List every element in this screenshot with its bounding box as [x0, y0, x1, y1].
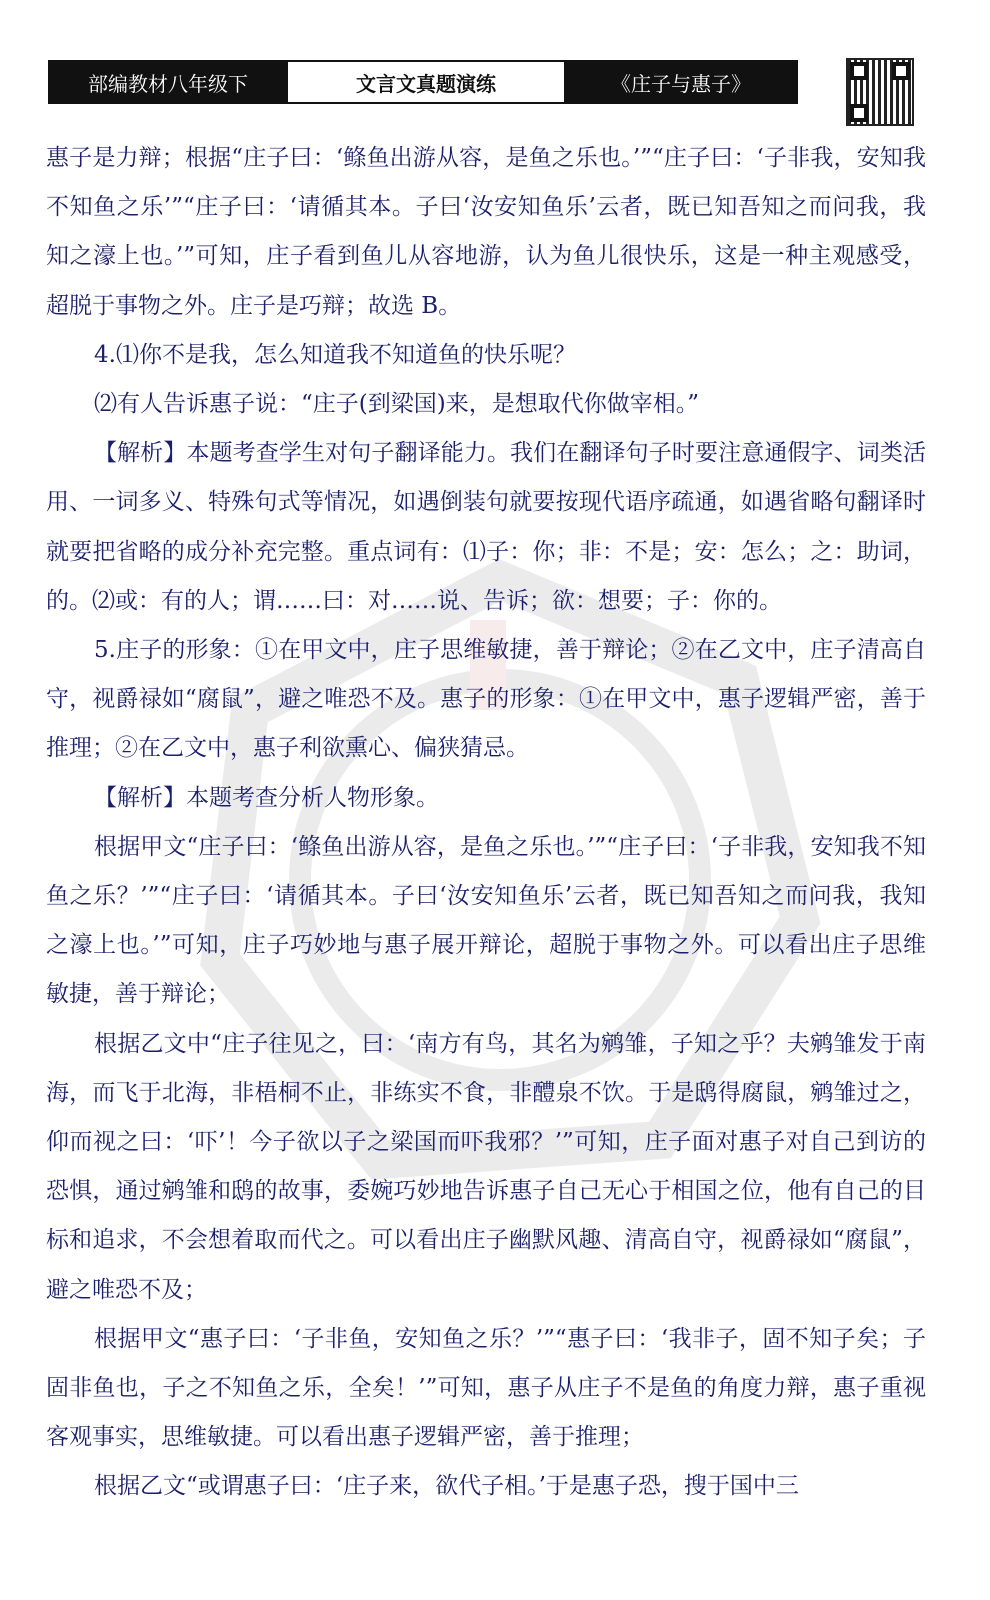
title-label: 《庄子与惠子》 [566, 62, 796, 102]
paragraph: 5.庄子的形象：①在甲文中，庄子思维敏捷，善于辩论；②在乙文中，庄子清高自守，视爵禄如“腐鼠”，避之唯恐不及。惠子的形象：①在甲文中，惠子逻辑严密，善于推理；②在乙文中，惠子利欲熏心、偏狭猜忌。 [46, 637, 926, 762]
qr-code-icon[interactable] [846, 58, 914, 126]
paragraph: 【解析】本题考查学生对句子翻译能力。我们在翻译句子时要注意通假字、词类活用、一词多义、特殊句式等情况，如遇倒装句就要按现代语序疏通，如遇省略句翻译时就要把省略的成分补充完整。重点词有：⑴子：你；非：不是；安：怎么；之：助词，的。⑵或：有的人；谓……曰：对……说、告诉；欲：想要；子：你的。 [46, 440, 926, 614]
document-body [46, 134, 926, 1512]
paragraph: 根据乙文中“庄子往见之，曰：‘南方有鸟，其名为鹓雏，子知之乎？夫鹓雏发于南海，而飞于北海，非梧桐不止，非练实不食，非醴泉不饮。于是鸱得腐鼠，鹓雏过之，仰而视之曰：‘吓’！今子欲以子之梁国而吓我邪？’”可知，庄子面对惠子对自己到访的恐惧，通过鹓雏和鸱的故事，委婉巧妙地告诉惠子自己无心于相国之位，他有自己的目标和追求，不会想着取而代之。可以看出庄子幽默风趣、清高自守，视爵禄如“腐鼠”，避之唯恐不及； [46, 1030, 926, 1303]
paragraph: ⑵有人告诉惠子说：“庄子(到梁国)来，是想取代你做宰相。” [94, 391, 699, 418]
topic-label: 文言文真题演练 [286, 62, 566, 102]
paragraph: 根据乙文“或谓惠子曰：‘庄子来，欲代子相。’于是惠子恐，搜于国中三 [94, 1473, 799, 1500]
header-bar [48, 60, 798, 104]
paragraph: 根据甲文“惠子曰：‘子非鱼，安知鱼之乐？’”“惠子曰：‘我非子，固不知子矣；子固非鱼也，子之不知鱼之乐，全矣！’”可知，惠子从庄子不是鱼的角度力辩，惠子重视客观事实，思维敏捷。可以看出惠子逻辑严密，善于推理； [46, 1325, 926, 1451]
paragraph: 【解析】本题考查分析人物形象。 [94, 784, 439, 811]
paragraph: 惠子是力辩；根据“庄子曰：‘鲦鱼出游从容，是鱼之乐也。’”“庄子曰：‘子非我，安知我不知鱼之乐’”“庄子曰：‘请循其本。子曰‘汝安知鱼乐’云者，既已知吾知之而问我，我知之濠上也。’”可知，庄子看到鱼儿从容地游，认为鱼儿很快乐，这是一种主观感受，超脱于事物之外。庄子是巧辩；故选 B。 [46, 145, 926, 319]
paragraph: 4.⑴你不是我，怎么知道我不知道鱼的快乐呢？ [94, 341, 576, 368]
paragraph: 根据甲文“庄子曰：‘鲦鱼出游从容，是鱼之乐也。’”“庄子曰：‘子非我，安知我不知鱼之乐？’”“庄子曰：‘请循其本。子曰‘汝安知鱼乐’云者，既已知吾知之而问我，我知之濠上也。’”可知，庄子巧妙地与惠子展开辩论，超脱于事物之外。可以看出庄子思维敏捷，善于辩论； [46, 833, 926, 1008]
grade-label: 部编教材八年级下 [50, 62, 286, 102]
